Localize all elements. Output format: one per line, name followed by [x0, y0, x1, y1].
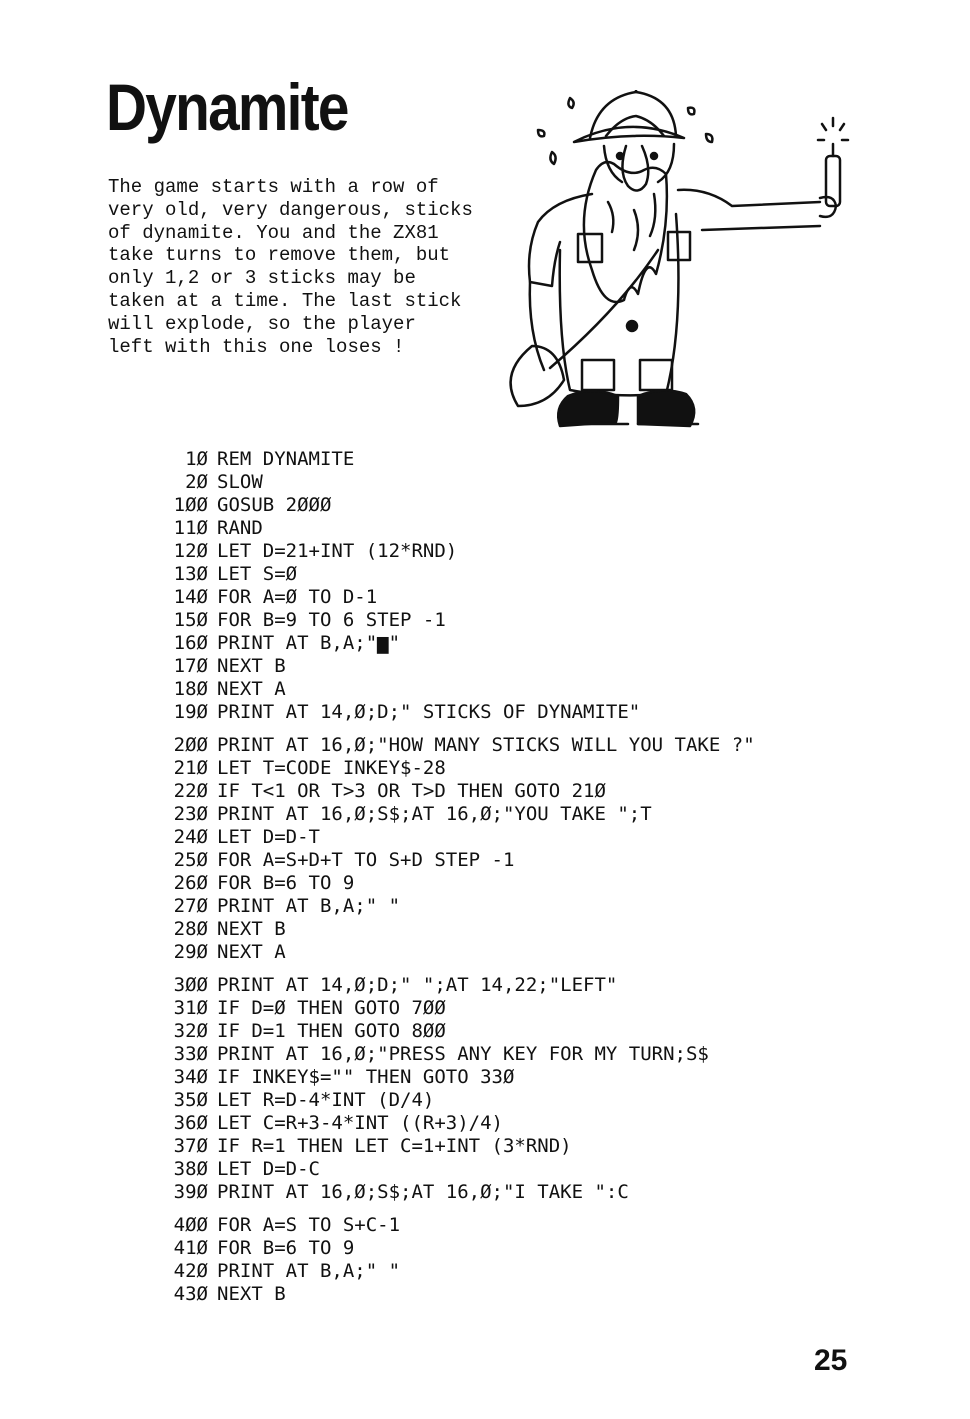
code-line — [168, 1181, 755, 1204]
line-number: 38Ø — [173, 1158, 208, 1180]
program-listing — [168, 448, 755, 1316]
code-line — [168, 609, 755, 632]
line-number: 29Ø — [173, 941, 208, 963]
line-number: 27Ø — [173, 895, 208, 917]
line-number: 36Ø — [173, 1112, 208, 1134]
statement: LET S=Ø — [217, 563, 298, 585]
statement: PRINT AT 14,Ø;D;" ";AT 14,22;"LEFT" — [217, 974, 618, 996]
line-number: 12Ø — [173, 540, 208, 562]
statement: NEXT A — [217, 941, 286, 963]
code-line — [168, 941, 755, 964]
statement: NEXT A — [217, 678, 286, 700]
code-line — [168, 563, 755, 586]
code-line — [168, 678, 755, 701]
code-line — [168, 1260, 755, 1283]
explorer-illustration — [508, 90, 878, 440]
line-number: 37Ø — [173, 1135, 208, 1157]
code-line — [168, 1066, 755, 1089]
statement: LET C=R+3-4*INT ((R+3)/4) — [217, 1112, 503, 1134]
statement: RAND — [217, 517, 263, 539]
code-line — [168, 918, 755, 941]
line-number: 35Ø — [173, 1089, 208, 1111]
code-block — [168, 1214, 755, 1306]
code-line — [168, 1089, 755, 1112]
code-line — [168, 701, 755, 724]
line-number: 33Ø — [173, 1043, 208, 1065]
statement: PRINT AT 16,Ø;S$;AT 16,Ø;"YOU TAKE ";T — [217, 803, 652, 825]
line-number: 18Ø — [173, 678, 208, 700]
statement: FOR A=S TO S+C-1 — [217, 1214, 401, 1236]
code-line — [168, 655, 755, 678]
statement: FOR B=6 TO 9 — [217, 872, 355, 894]
code-line — [168, 1135, 755, 1158]
code-line — [168, 895, 755, 918]
line-number: 24Ø — [173, 826, 208, 848]
statement: NEXT B — [217, 918, 286, 940]
statement: GOSUB 2ØØØ — [217, 494, 332, 516]
code-line — [168, 734, 755, 757]
line-number: 2ØØ — [173, 734, 208, 756]
line-number: 1Ø — [185, 448, 208, 470]
statement: PRINT AT B,A;" " — [217, 1260, 401, 1282]
code-line — [168, 448, 755, 471]
intro-line: The game starts with a row of — [108, 176, 439, 198]
code-line — [168, 586, 755, 609]
line-number: 21Ø — [173, 757, 208, 779]
statement: REM DYNAMITE — [217, 448, 355, 470]
statement: PRINT AT 14,Ø;D;" STICKS OF DYNAMITE" — [217, 701, 641, 723]
page-title: Dynamite — [106, 70, 348, 144]
statement: NEXT B — [217, 655, 286, 677]
code-block — [168, 974, 755, 1204]
line-number: 3ØØ — [173, 974, 208, 996]
code-line — [168, 1112, 755, 1135]
statement: PRINT AT B,A;"▆" — [217, 632, 401, 654]
line-number: 17Ø — [173, 655, 208, 677]
line-number: 1ØØ — [173, 494, 208, 516]
intro-line: left with this one loses ! — [108, 335, 405, 358]
code-line — [168, 471, 755, 494]
code-line — [168, 849, 755, 872]
line-number: 42Ø — [173, 1260, 208, 1282]
line-number: 25Ø — [173, 849, 208, 871]
statement: FOR B=6 TO 9 — [217, 1237, 355, 1259]
intro-line: of dynamite. You and the ZX81 — [108, 221, 439, 244]
line-number: 14Ø — [173, 586, 208, 608]
code-line — [168, 872, 755, 895]
statement: IF D=1 THEN GOTO 8ØØ — [217, 1020, 446, 1042]
statement: FOR A=S+D+T TO S+D STEP -1 — [217, 849, 515, 871]
code-line — [168, 1214, 755, 1237]
statement: PRINT AT 16,Ø;"PRESS ANY KEY FOR MY TURN;S$ — [217, 1043, 709, 1065]
intro-line: very old, very dangerous, sticks — [108, 198, 473, 221]
code-line — [168, 826, 755, 849]
line-number: 43Ø — [173, 1283, 208, 1305]
code-line — [168, 997, 755, 1020]
line-number: 11Ø — [173, 517, 208, 539]
line-number: 34Ø — [173, 1066, 208, 1088]
statement: LET R=D-4*INT (D/4) — [217, 1089, 435, 1111]
code-block — [168, 734, 755, 964]
line-number: 26Ø — [173, 872, 208, 894]
line-number: 32Ø — [173, 1020, 208, 1042]
intro-paragraph — [108, 176, 508, 358]
line-number: 15Ø — [173, 609, 208, 631]
line-number: 41Ø — [173, 1237, 208, 1259]
code-line — [168, 540, 755, 563]
code-line — [168, 974, 755, 997]
code-line — [168, 803, 755, 826]
statement: IF D=Ø THEN GOTO 7ØØ — [217, 997, 446, 1019]
line-number: 22Ø — [173, 780, 208, 802]
line-number: 39Ø — [173, 1181, 208, 1203]
intro-line: taken at a time. The last stick — [108, 289, 462, 312]
statement: NEXT B — [217, 1283, 286, 1305]
code-line — [168, 1158, 755, 1181]
line-number: 19Ø — [173, 701, 208, 723]
statement: PRINT AT 16,Ø;S$;AT 16,Ø;"I TAKE ":C — [217, 1181, 629, 1203]
code-line — [168, 780, 755, 803]
statement: IF R=1 THEN LET C=1+INT (3*RND) — [217, 1135, 572, 1157]
code-line — [168, 1283, 755, 1306]
statement: IF T<1 OR T>3 OR T>D THEN GOTO 21Ø — [217, 780, 606, 802]
statement: SLOW — [217, 471, 263, 493]
intro-line: take turns to remove them, but — [108, 244, 451, 267]
line-number: 23Ø — [173, 803, 208, 825]
line-number: 31Ø — [173, 997, 208, 1019]
code-line — [168, 1043, 755, 1066]
line-number: 16Ø — [173, 632, 208, 654]
intro-line: only 1,2 or 3 sticks may be — [108, 267, 416, 290]
statement: PRINT AT 16,Ø;"HOW MANY STICKS WILL YOU TAKE ?" — [217, 734, 755, 756]
line-number: 4ØØ — [173, 1214, 208, 1236]
code-line — [168, 632, 755, 655]
line-number: 13Ø — [173, 563, 208, 585]
statement: PRINT AT B,A;" " — [217, 895, 401, 917]
statement: LET D=D-C — [217, 1158, 320, 1180]
statement: LET D=21+INT (12*RND) — [217, 540, 458, 562]
statement: LET T=CODE INKEY$-28 — [217, 757, 446, 779]
code-block — [168, 448, 755, 724]
line-number: 2Ø — [185, 471, 208, 493]
code-line — [168, 1237, 755, 1260]
code-line — [168, 494, 755, 517]
intro-line: will explode, so the player — [108, 312, 416, 335]
statement: FOR A=Ø TO D-1 — [217, 586, 378, 608]
statement: LET D=D-T — [217, 826, 320, 848]
statement: FOR B=9 TO 6 STEP -1 — [217, 609, 446, 631]
code-line — [168, 757, 755, 780]
line-number: 28Ø — [173, 918, 208, 940]
code-line — [168, 1020, 755, 1043]
page-number: 25 — [814, 1344, 848, 1377]
statement: IF INKEY$="" THEN GOTO 33Ø — [217, 1066, 515, 1088]
code-line — [168, 517, 755, 540]
